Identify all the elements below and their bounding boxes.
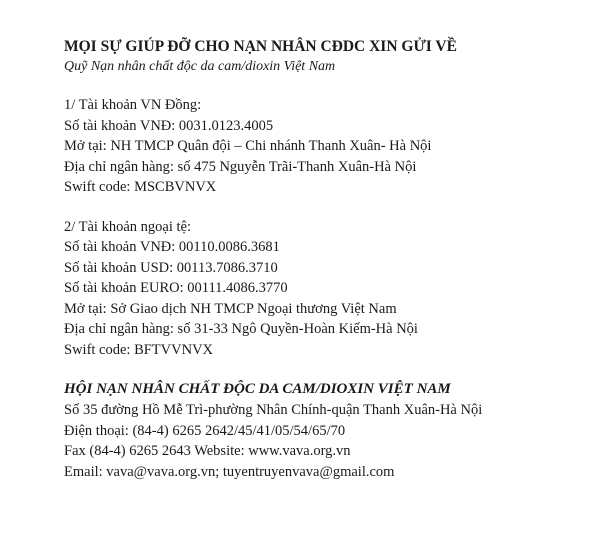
account2-usd: Số tài khoản USD: 00113.7086.3710 [64,259,278,276]
organization-email: Email: vava@vava.org.vn; tuyentruyenvava@gmail.com [64,463,395,480]
document-title: MỌI SỰ GIÚP ĐỠ CHO NẠN NHÂN CĐDC XIN GỬI VỀ [64,38,457,55]
account2-vnd: Số tài khoản VNĐ: 00110.0086.3681 [64,239,280,255]
account2-opened-at: Mở tại: Sở Giao dịch NH TMCP Ngoại thương Việt Nam [64,300,397,317]
account-section-vnd [64,95,584,198]
account1-opened-at: Mở tại: NH TMCP Quân đội – Chi nhánh Thanh Xuân- Hà Nội [64,138,432,154]
account1-heading: 1/ Tài khoản VN Đồng: [64,97,202,113]
account-section-foreign [64,217,584,361]
organization-name: HỘI NẠN NHÂN CHẤT ĐỘC DA CAM/DIOXIN VIỆT NAM [64,381,451,397]
fund-name: Quỹ Nạn nhân chất độc da cam/dioxin Việt Nam [64,59,336,74]
organization-phone: Điện thoại: (84-4) 6265 2642/45/41/05/54/65/70 [64,422,346,439]
donation-document [64,36,584,482]
account2-euro: Số tài khoản EURO: 00111.4086.3770 [64,280,288,296]
account2-swift: Swift code: BFTVVNVX [64,341,214,358]
spacer [64,360,584,379]
account1-swift: Swift code: MSCBVNVX [64,179,217,195]
spacer [64,76,584,95]
account2-heading: 2/ Tài khoản ngoại tệ: [64,218,191,235]
account1-number: Số tài khoản VNĐ: 0031.0123.4005 [64,117,274,134]
organization-section [64,379,584,482]
account2-bank-address: Địa chỉ ngân hàng: số 31-33 Ngô Quyền-Hoàn Kiếm-Hà Nội [64,321,418,337]
account1-bank-address: Địa chỉ ngân hàng: số 475 Nguyễn Trãi-Thanh Xuân-Hà Nội [64,158,417,175]
organization-address: Số 35 đường Hồ Mễ Trì-phường Nhân Chính-quận Thanh Xuân-Hà Nội [64,402,483,418]
spacer [64,198,584,217]
organization-fax-website: Fax (84-4) 6265 2643 Website: www.vava.org.vn [64,443,351,459]
